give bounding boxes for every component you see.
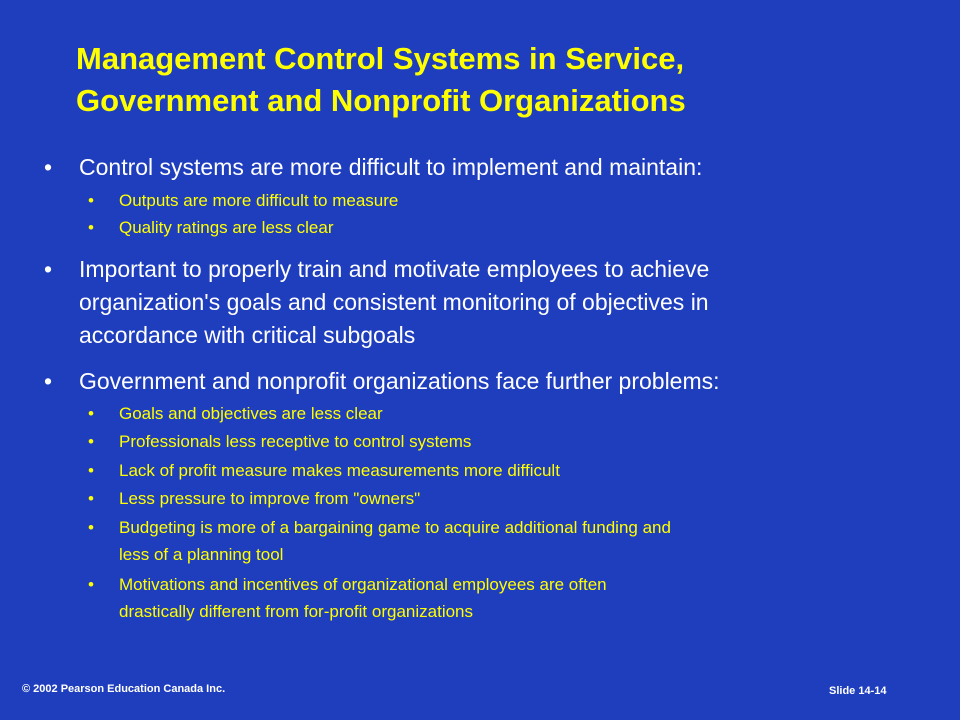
sub-bullet-icon: • [88, 432, 94, 451]
sub-bullet-icon: • [88, 461, 94, 480]
sub-bullet-3-1-text: Goals and objectives are less clear [119, 404, 383, 423]
bullet-point-1-line: Control systems are more difficult to implement and maintain: [79, 154, 703, 180]
sub-bullet-icon: • [88, 518, 94, 537]
sub-bullet-3-2-text: Professionals less receptive to control systems [119, 432, 472, 451]
slide-title-line-2: Government and Nonprofit Organizations [76, 83, 686, 118]
sub-bullet-icon: • [88, 575, 94, 594]
bullet-icon: • [44, 256, 53, 282]
bullet-point-1-text [79, 151, 919, 184]
bullet-icon: • [44, 154, 53, 180]
bullet-point-3-text [79, 365, 919, 398]
sub-bullet-1-2-text: Quality ratings are less clear [119, 218, 334, 237]
bullet-point-2-text [79, 253, 919, 352]
sub-bullet-icon: • [88, 404, 94, 423]
sub-bullet-3-5-line-1: Budgeting is more of a bargaining game to acquire additional funding and [119, 518, 671, 537]
bullet-icon: • [44, 368, 53, 394]
sub-bullet-3-5-line-2: less of a planning tool [119, 545, 284, 564]
bullet-point-2-line-3: accordance with critical subgoals [79, 322, 416, 348]
sub-bullet-3-6-line-1: Motivations and incentives of organizational employees are often [119, 575, 607, 594]
sub-bullet-3-3-text: Lack of profit measure makes measurements more difficult [119, 461, 560, 480]
sub-bullet-1-1-text: Outputs are more difficult to measure [119, 191, 399, 210]
sub-bullet-3-4-text: Less pressure to improve from "owners" [119, 489, 421, 508]
bullet-point-2-line-2: organization's goals and consistent monitoring of objectives in [79, 289, 709, 315]
sub-bullet-icon: • [88, 191, 94, 210]
slide-number: Slide 14-14 [829, 685, 887, 697]
bullet-point-2-line-1: Important to properly train and motivate employees to achieve [79, 256, 710, 282]
sub-bullet-icon: • [88, 218, 94, 237]
slide-title-line-1: Management Control Systems in Service, [76, 41, 685, 76]
bullet-point-3-line: Government and nonprofit organizations face further problems: [79, 368, 720, 394]
sub-bullet-icon: • [88, 489, 94, 508]
copyright-footer: © 2002 Pearson Education Canada Inc. [22, 683, 226, 695]
sub-bullet-3-6-line-2: drastically different from for-profit organizations [119, 602, 474, 621]
